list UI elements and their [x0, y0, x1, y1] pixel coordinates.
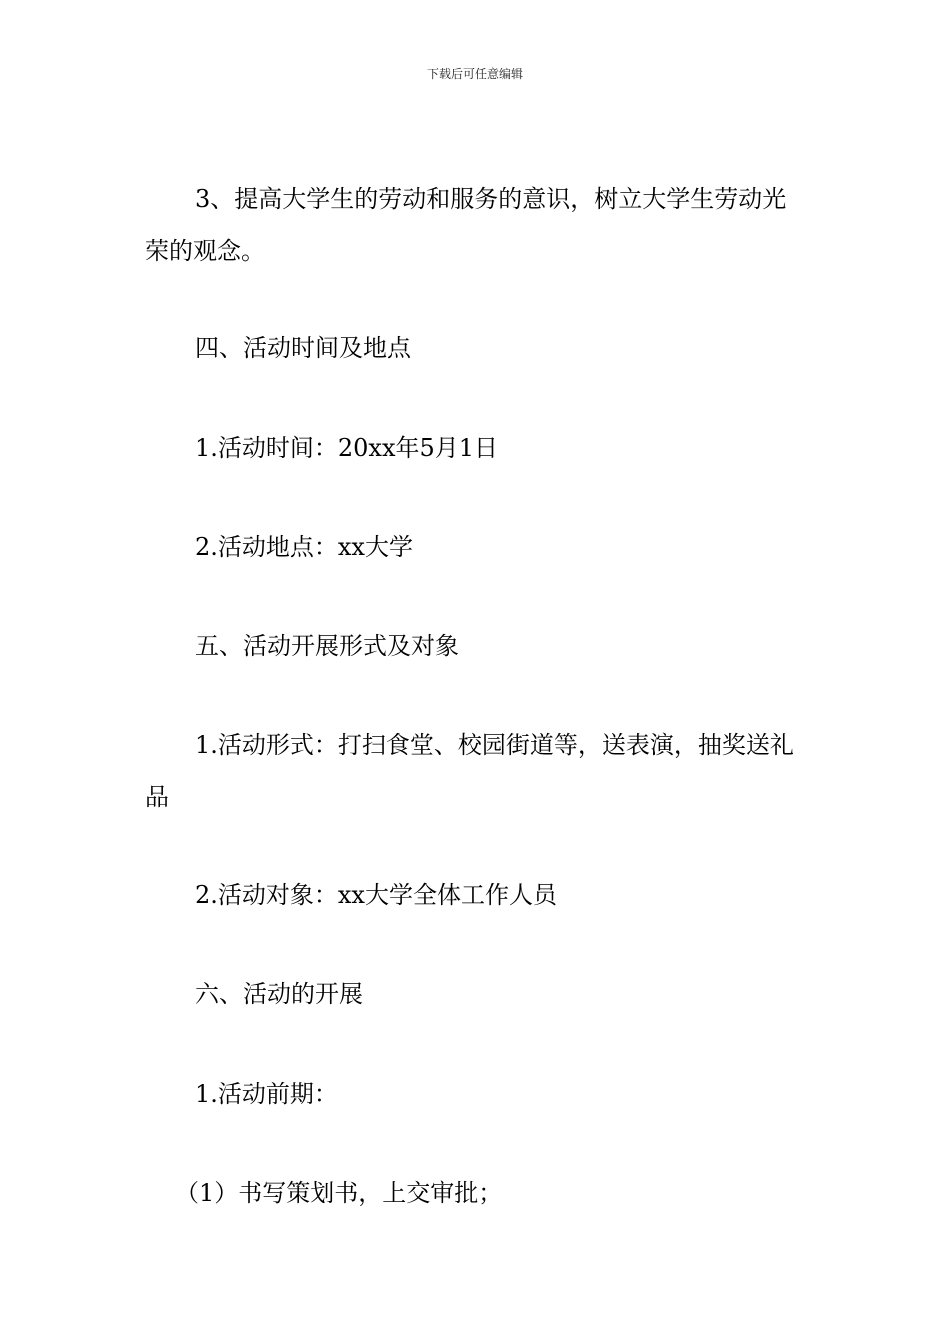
paragraph-activity-location: 2.活动地点：xx大学 — [195, 533, 413, 561]
paragraph-write-proposal: （1）书写策划书，上交审批； — [175, 1179, 503, 1207]
page-header-note: 下载后可任意编辑 — [426, 67, 523, 81]
paragraph-activity-form: 1.活动形式：打扫食堂、校园街道等，送表演，抽奖送礼品 — [145, 731, 794, 811]
paragraph-activity-time: 1.活动时间：20xx年5月1日 — [195, 434, 499, 462]
paragraph-pre-activity: 1.活动前期： — [195, 1080, 338, 1108]
section-heading-time-location: 四、活动时间及地点 — [195, 334, 411, 362]
paragraph-activity-target: 2.活动对象：xx大学全体工作人员 — [195, 881, 557, 909]
paragraph-item-3: 3、提高大学生的劳动和服务的意识，树立大学生劳动光荣的观念。 — [145, 185, 787, 265]
section-heading-form-target: 五、活动开展形式及对象 — [195, 632, 459, 660]
section-heading-activity-conduct: 六、活动的开展 — [195, 980, 363, 1008]
